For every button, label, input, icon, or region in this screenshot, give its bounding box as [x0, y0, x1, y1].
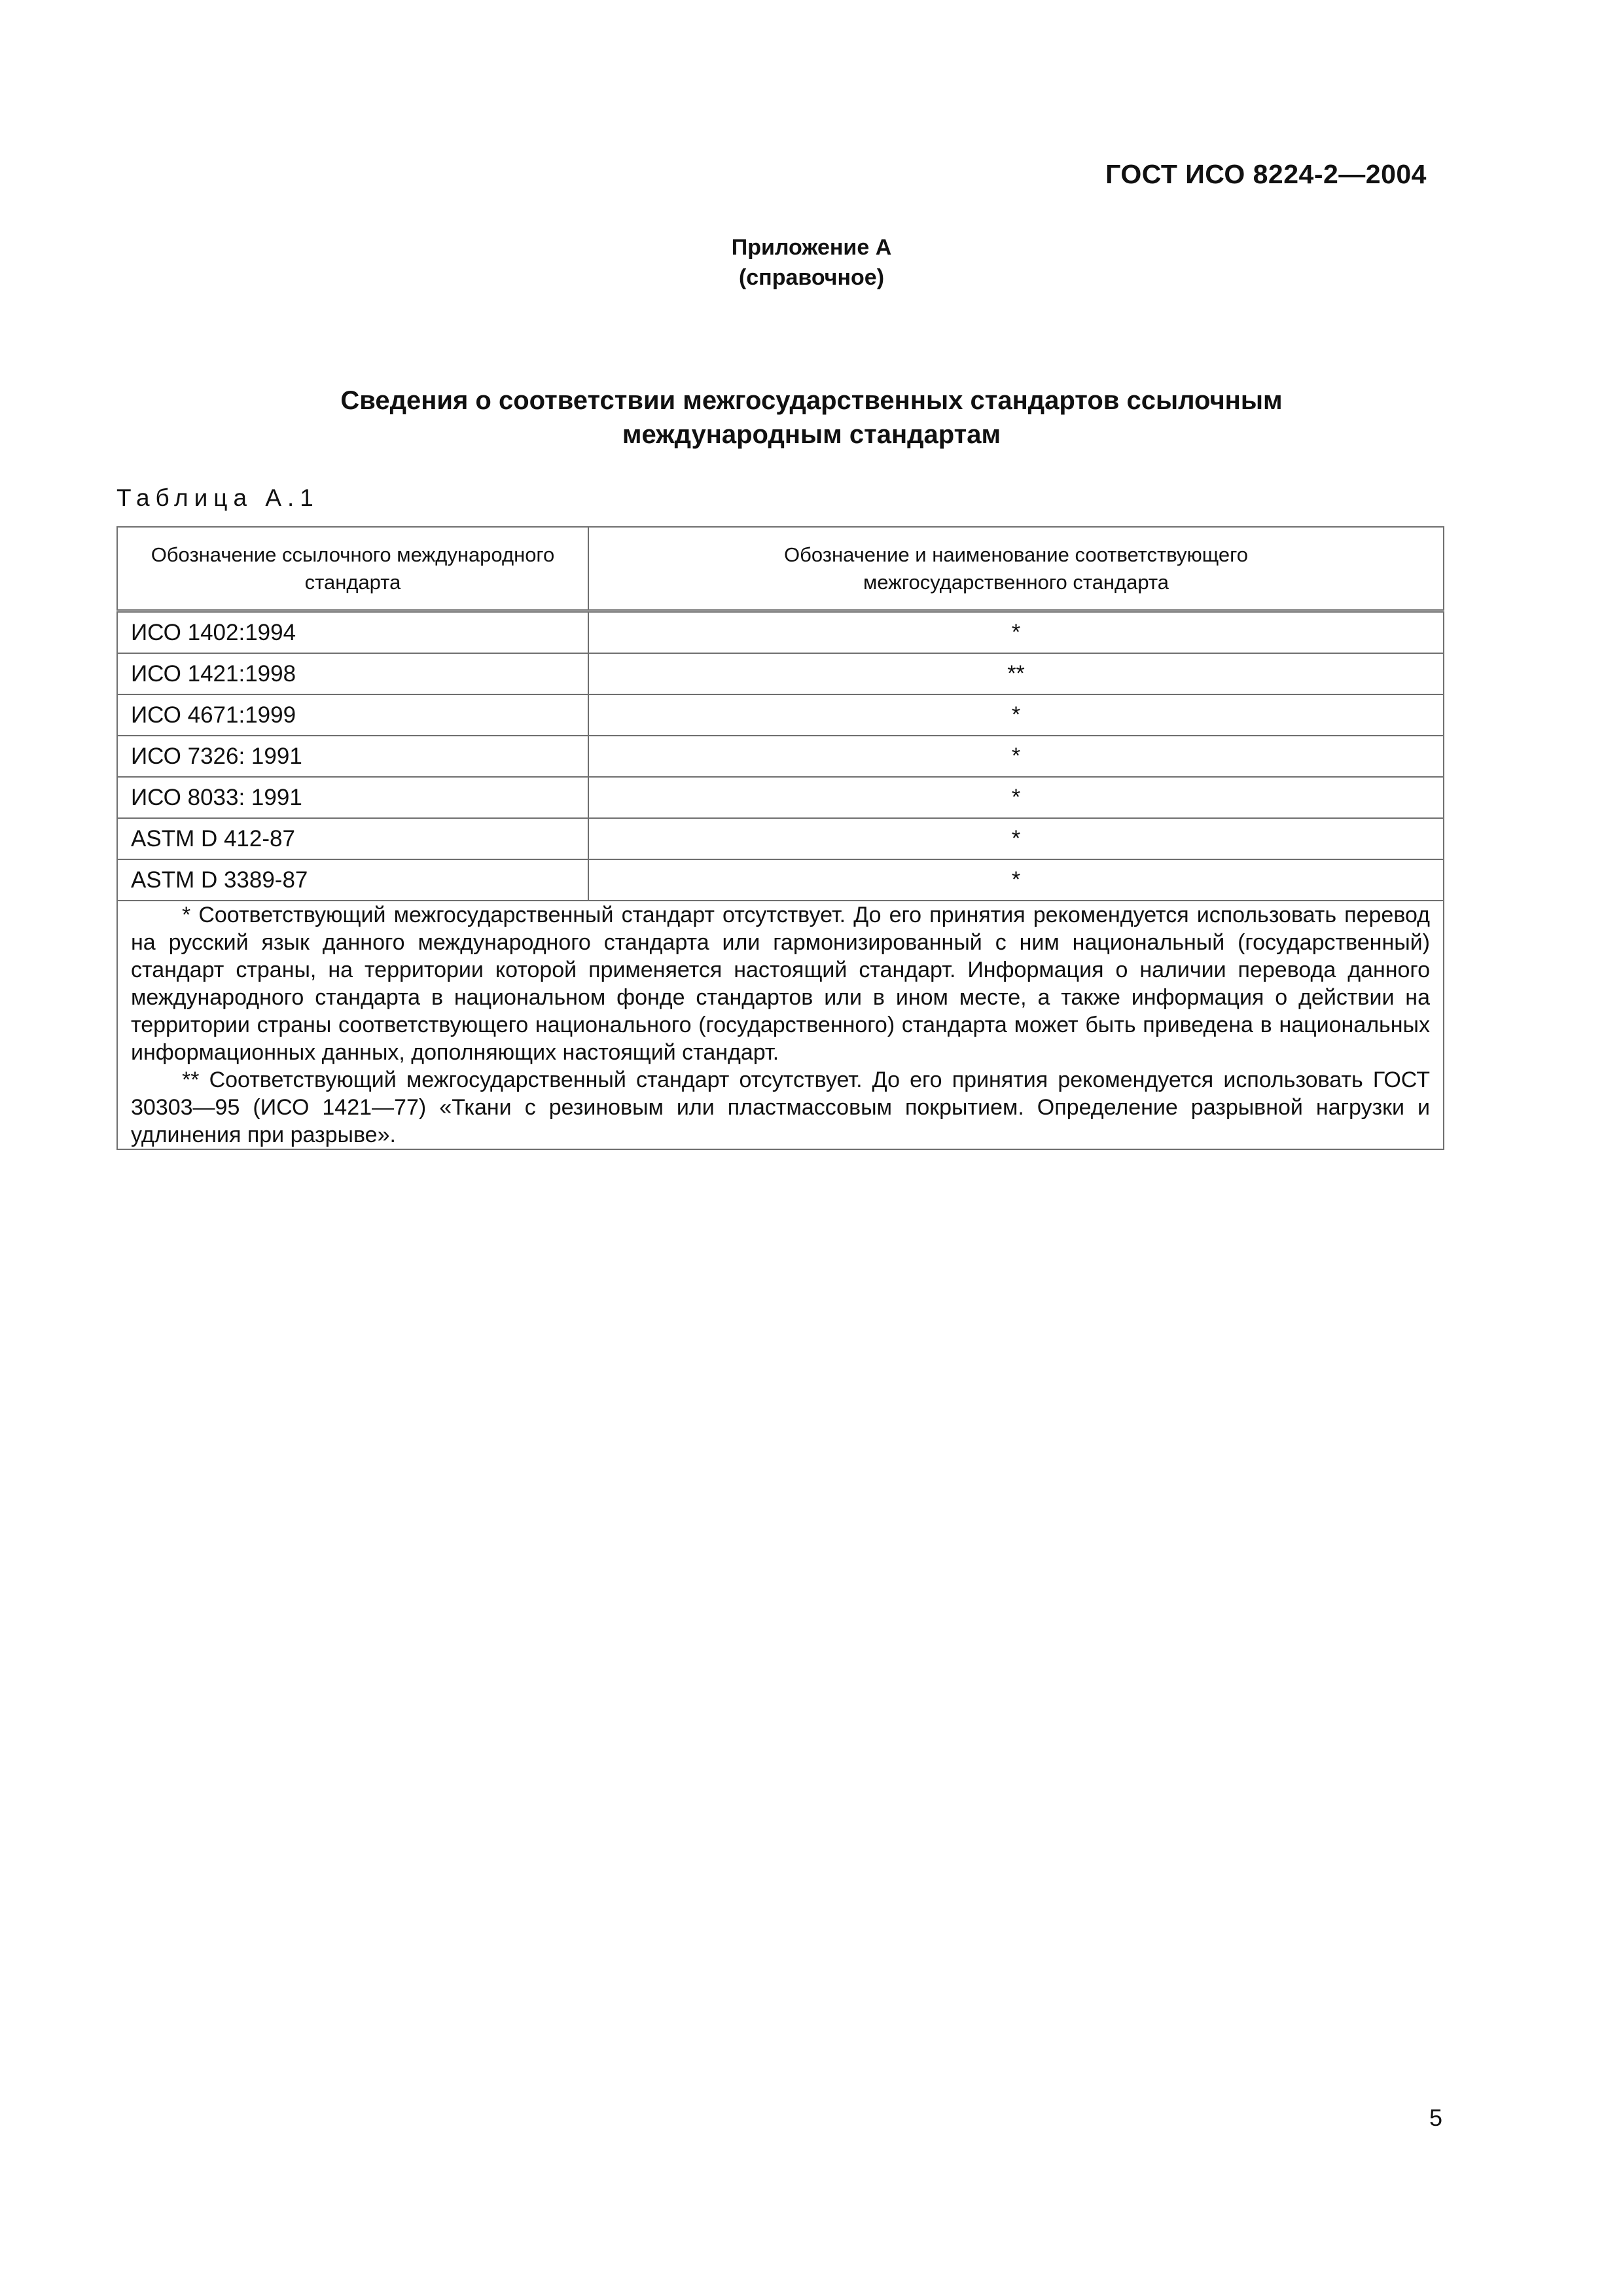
table-note-double-star: ** Соответствующий межгосударственный стандарт отсутствует. До его принятия рекомендуется использовать ГОСТ 30303—95 (ИСО 1421—77) «Ткани с резиновым или пластмассовым покрытием. Определение разрывной нагрузки и удлинения при разрыве». — [131, 1067, 1430, 1147]
table-row — [117, 736, 1444, 777]
table-row — [117, 694, 1444, 736]
note-mark-cell: * — [588, 818, 1444, 859]
note-mark-cell: * — [588, 694, 1444, 736]
page-number: 5 — [1429, 2104, 1443, 2131]
document-code: ГОСТ ИСО 8224-2—2004 — [1105, 159, 1427, 189]
table-row — [117, 653, 1444, 694]
standard-cell: ИСО 1421:1998 — [117, 653, 588, 694]
reference-standards-table — [116, 526, 1444, 1150]
appendix-label: Приложение А — [731, 235, 892, 260]
standard-cell: ASTM D 412-87 — [117, 818, 588, 859]
table-row — [117, 777, 1444, 818]
appendix-type: (справочное) — [738, 265, 885, 290]
table-notes — [117, 901, 1444, 1149]
standard-cell: ИСО 1402:1994 — [117, 611, 588, 654]
column-header-line: стандарта — [304, 570, 401, 594]
table-row — [117, 818, 1444, 859]
standard-cell: ASTM D 3389-87 — [117, 859, 588, 901]
section-heading-line2: международным стандартам — [622, 420, 1001, 449]
note-mark-cell: ** — [588, 653, 1444, 694]
note-mark-cell: * — [588, 859, 1444, 901]
column-header-interstate — [588, 527, 1444, 611]
column-header-line: межгосударственного стандарта — [863, 570, 1169, 594]
table-caption: Таблица А.1 — [116, 484, 319, 511]
table-notes-row — [117, 901, 1444, 1149]
standard-cell: ИСО 4671:1999 — [117, 694, 588, 736]
section-heading-line1: Сведения о соответствии межгосударственных стандартов ссылочным — [340, 386, 1283, 415]
appendix-heading — [0, 232, 1623, 293]
column-header-international — [117, 527, 588, 611]
standard-cell: ИСО 7326: 1991 — [117, 736, 588, 777]
section-heading — [0, 384, 1623, 452]
note-mark-cell: * — [588, 736, 1444, 777]
table-note-single-star: * Соответствующий межгосударственный стандарт отсутствует. До его принятия рекомендуется использовать перевод на русский язык данного международного стандарта или гармонизированный с ним национальный (государственный) стандарт страны, на территории которой применяется настоящий стандарт. Информация о наличии перевода данного международного стандарта в национальном фонде стандартов или в ином месте, а также информация о действии на территории страны соответствующего национального (государственного) стандарта может быть приведена в национальных информационных данных, дополняющих настоящий стандарт. — [131, 903, 1430, 1065]
note-mark-cell: * — [588, 611, 1444, 654]
column-header-line: Обозначение ссылочного международного — [151, 543, 555, 566]
note-mark-cell: * — [588, 777, 1444, 818]
table-header-row — [117, 527, 1444, 611]
column-header-line: Обозначение и наименование соответствующего — [783, 543, 1249, 566]
table-row — [117, 611, 1444, 654]
standard-cell: ИСО 8033: 1991 — [117, 777, 588, 818]
table-row — [117, 859, 1444, 901]
